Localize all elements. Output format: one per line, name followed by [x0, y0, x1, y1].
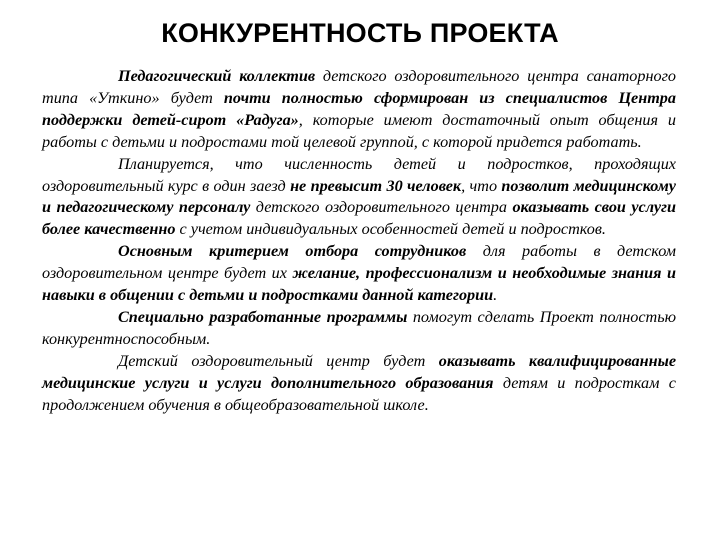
text-run: оказывать свои услуги более качественно — [42, 198, 676, 239]
text-run: позволит медицинскому и педагогическому персоналу — [42, 176, 676, 217]
text-run: помогут сделать Проект полностью конкурентноспособным. — [42, 307, 676, 348]
text-run: детского оздоровительного центра санаторного типа «Уткино» будет — [42, 67, 676, 107]
text-run: Педагогический коллектив — [118, 67, 316, 85]
text-run: . — [493, 286, 498, 305]
text-run: , которые имеют достаточный опыт общения и работы с детьми и подростами той целевой группой, с которой придется работать. — [42, 110, 676, 151]
paragraph-2 — [42, 154, 676, 242]
paragraph-4 — [42, 307, 676, 351]
paragraph-3 — [42, 241, 676, 307]
text-run: почти полностью сформирован из специалистов Центра поддержки детей-сирот «Радуга» — [42, 88, 676, 129]
slide-title: КОНКУРЕНТНОСТЬ ПРОЕКТА — [161, 18, 559, 48]
slide-body — [42, 66, 676, 417]
text-run: Основным критерием отбора сотрудников — [118, 242, 467, 261]
text-run: , что — [461, 176, 502, 195]
text-run: детям и подросткам с продолжением обучения в общеобразовательной школе. — [42, 373, 676, 414]
text-run: детского оздоровительного центра — [250, 198, 513, 217]
text-run: Планируется, что численность детей и подростков, проходящих оздоровительный курс в один заезд — [42, 154, 676, 195]
text-run: желание, профессионализм и необходимые знания и навыки в общении с детьми и подростками данной категории — [42, 264, 676, 305]
text-run: Специально разработанные программы — [118, 307, 408, 326]
text-run: с учетом индивидуальных особенностей детей и подростков. — [175, 220, 606, 239]
text-run: Детский оздоровительный центр будет — [118, 351, 439, 370]
text-run: оказывать квалифицированные медицинские услуги и услуги дополнительного образования — [42, 351, 677, 392]
paragraph-1 — [42, 66, 676, 154]
text-run: не превысит 30 человек — [290, 176, 462, 195]
paragraph-5 — [42, 351, 676, 417]
text-run: для работы в детском оздоровительном центре будет их — [42, 242, 677, 283]
